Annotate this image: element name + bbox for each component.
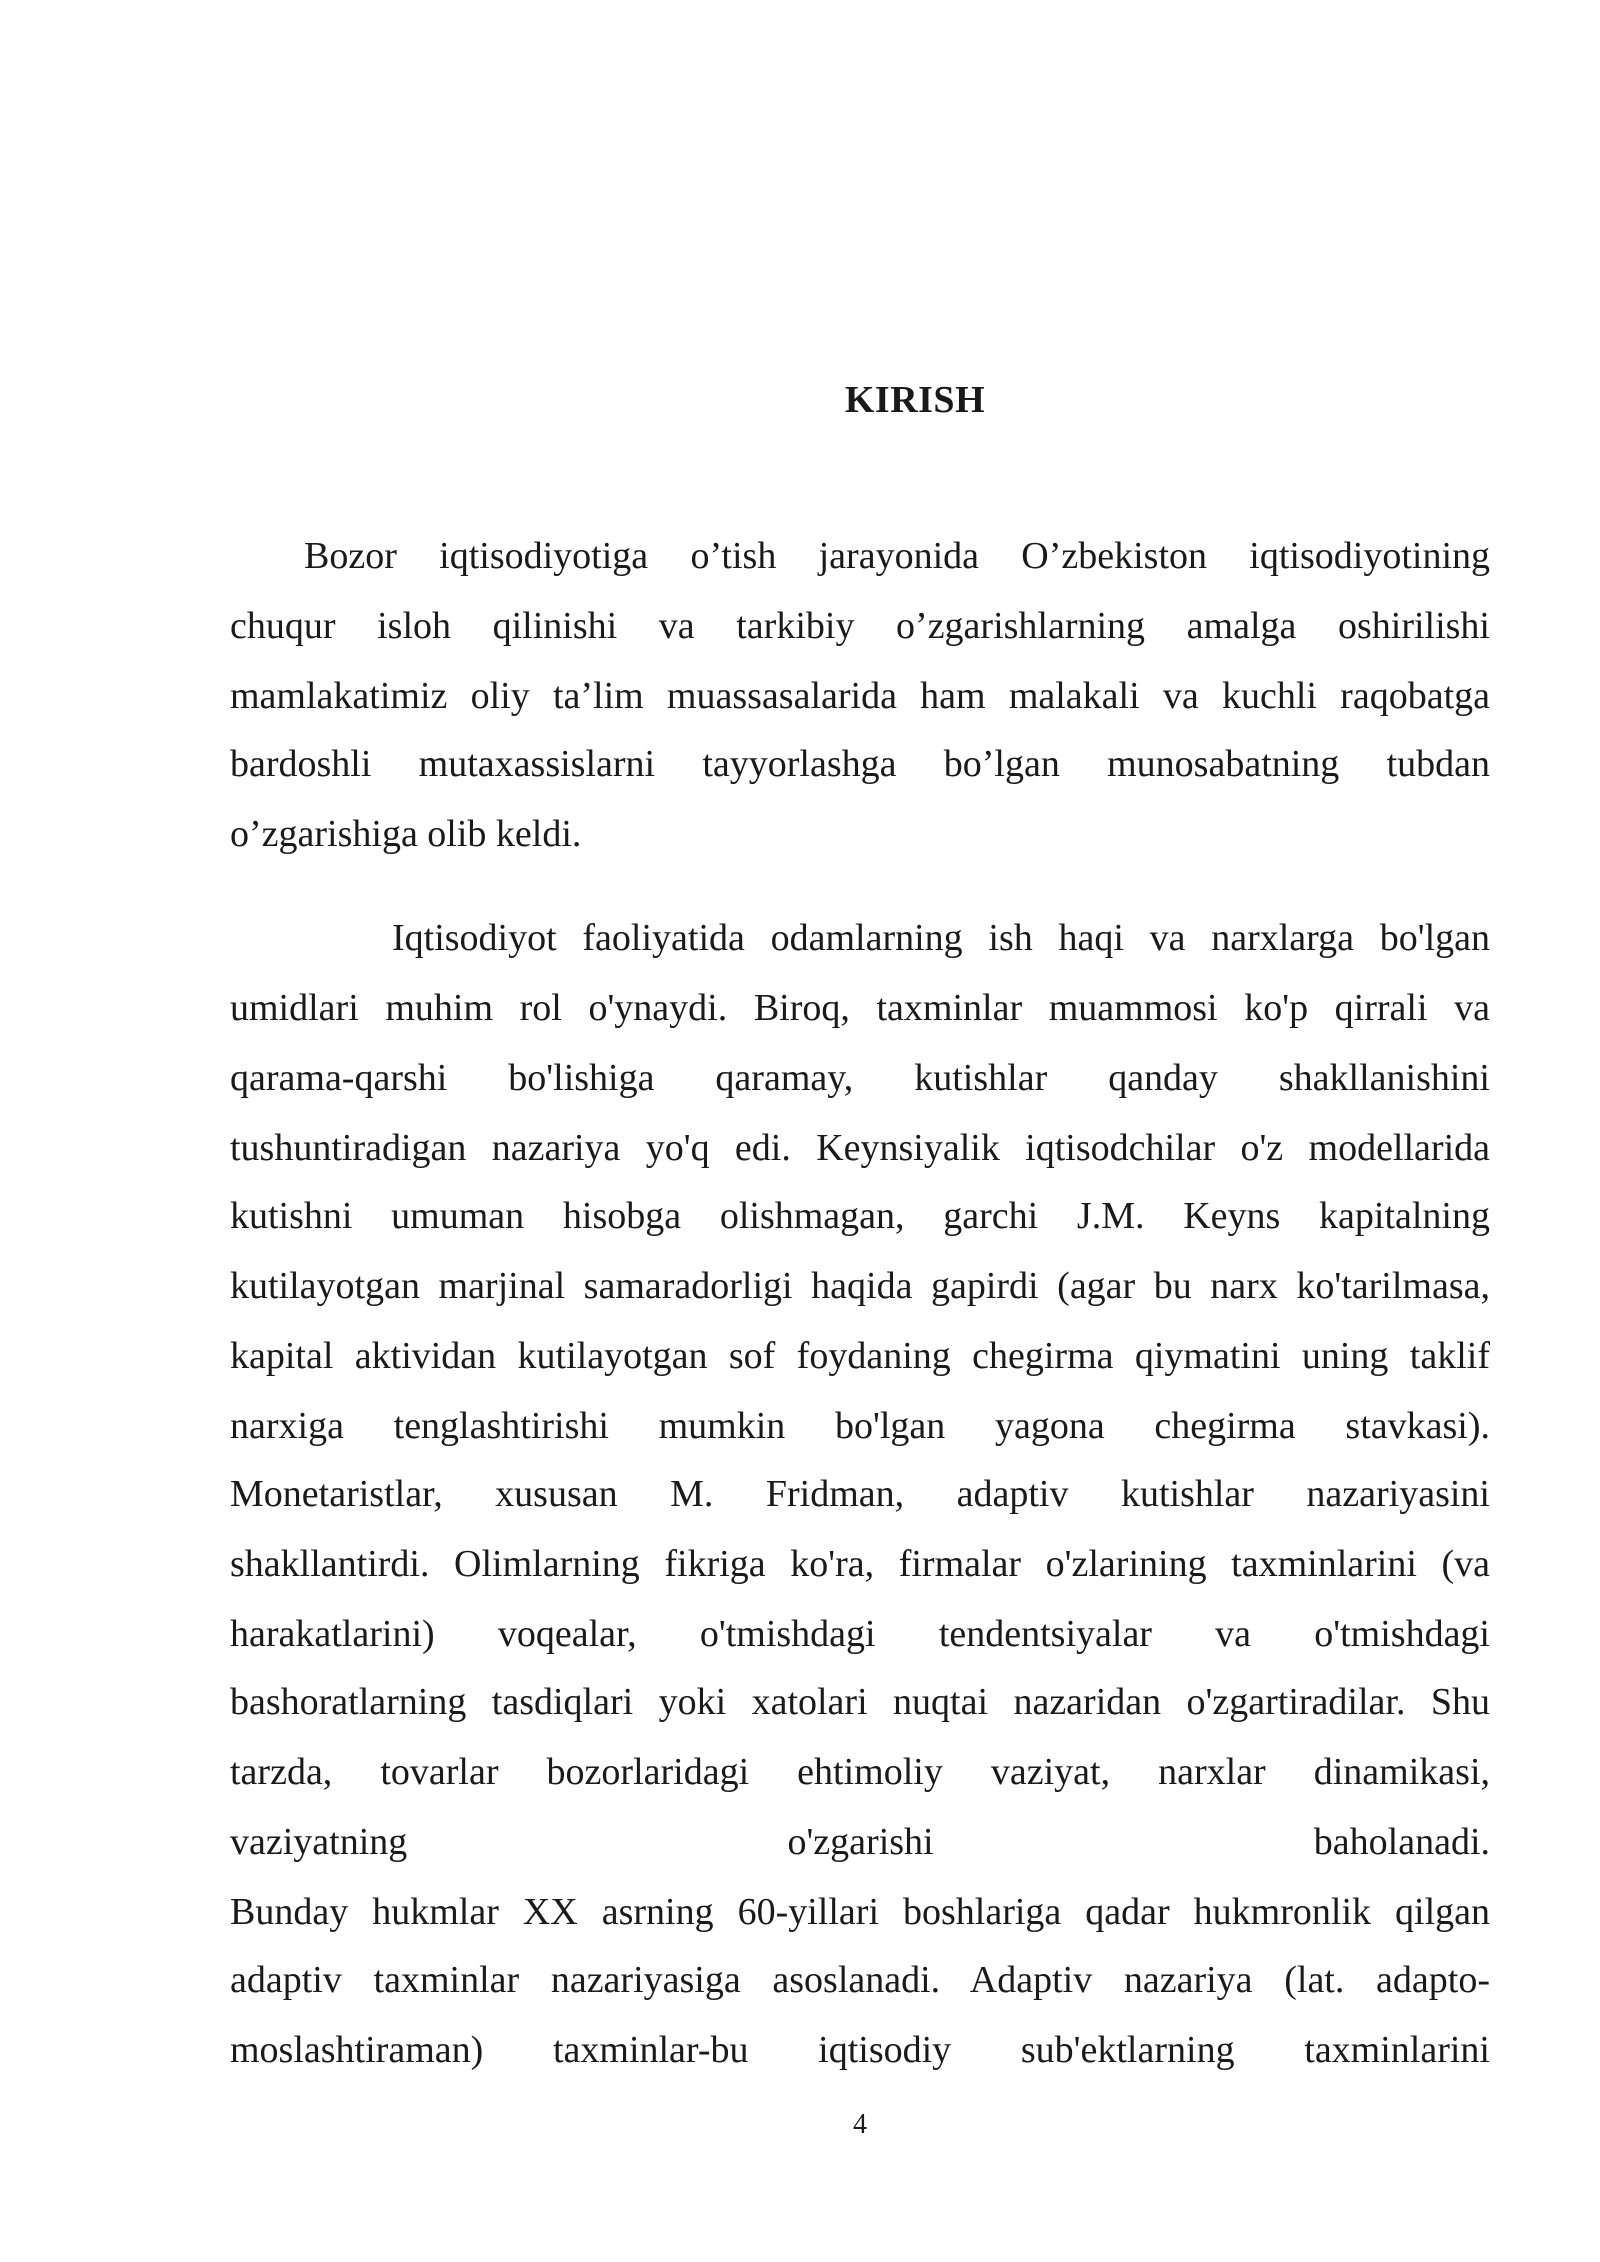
paragraph-line: kapital aktividan kutilayotgan sof foydaning chegirma qiymatini uning taklif — [230, 1335, 1490, 1377]
page-number: 4 — [853, 2109, 867, 2140]
paragraph-line: o’zgarishiga olib keldi. — [230, 813, 582, 855]
paragraph-line: chuqur isloh qilinishi va tarkibiy o’zgarishlarning amalga oshirilishi — [230, 605, 1490, 647]
paragraph-line: Bunday hukmlar XX asrning 60-yillari boshlariga qadar hukmronlik qilgan — [230, 1891, 1490, 1933]
paragraph-line: qarama-qarshi bo'lishiga qaramay, kutishlar qanday shakllanishini — [230, 1057, 1490, 1099]
paragraph-line: tushuntiradigan nazariya yo'q edi. Keynsiyalik iqtisodchilar o'z modellarida — [230, 1127, 1490, 1169]
paragraph-line: Iqtisodiyot faoliyatida odamlarning ish haqi va narxlarga bo'lgan — [392, 917, 1490, 959]
paragraph-line: narxiga tenglashtirishi mumkin bo'lgan yagona chegirma stavkasi). — [230, 1405, 1490, 1447]
paragraph-line: harakatlarini) voqealar, o'tmishdagi tendentsiyalar va o'tmishdagi — [230, 1613, 1490, 1655]
paragraph-line: kutilayotgan marjinal samaradorligi haqida gapirdi (agar bu narx ko'tarilmasa, — [230, 1265, 1490, 1307]
paragraph-line: umidlari muhim rol o'ynaydi. Biroq, taxminlar muammosi ko'p qirrali va — [230, 987, 1490, 1029]
paragraph-line: tarzda, tovarlar bozorlaridagi ehtimoliy vaziyat, narxlar dinamikasi, — [230, 1751, 1490, 1793]
paragraph-line: moslashtiraman) taxminlar-bu iqtisodiy sub'ektlarning taxminlarini — [230, 2029, 1490, 2071]
paragraph-line: Monetaristlar, xususan M. Fridman, adaptiv kutishlar nazariyasini — [230, 1473, 1490, 1515]
section-heading: KIRISH — [844, 379, 986, 421]
paragraph-line: bashoratlarning tasdiqlari yoki xatolari nuqtai nazaridan o'zgartiradilar. Shu — [230, 1681, 1490, 1723]
paragraph-line: bardoshli mutaxassislarni tayyorlashga bo’lgan munosabatning tubdan — [230, 743, 1490, 785]
paragraph-line: mamlakatimiz oliy ta’lim muassasalarida ham malakali va kuchli raqobatga — [230, 675, 1490, 717]
paragraph-line: vaziyatning o'zgarishi baholanadi. — [230, 1821, 1490, 1863]
paragraph-line: kutishni umuman hisobga olishmagan, garchi J.M. Keyns kapitalning — [230, 1195, 1490, 1237]
paragraph-line: Bozor iqtisodiyotiga o’tish jarayonida O’zbekiston iqtisodiyotining — [304, 535, 1490, 577]
paragraph-line: adaptiv taxminlar nazariyasiga asoslanadi. Adaptiv nazariya (lat. adapto- — [230, 1959, 1490, 2001]
paragraph-line: shakllantirdi. Olimlarning fikriga ko'ra, firmalar o'zlarining taxminlarini (va — [230, 1543, 1490, 1585]
